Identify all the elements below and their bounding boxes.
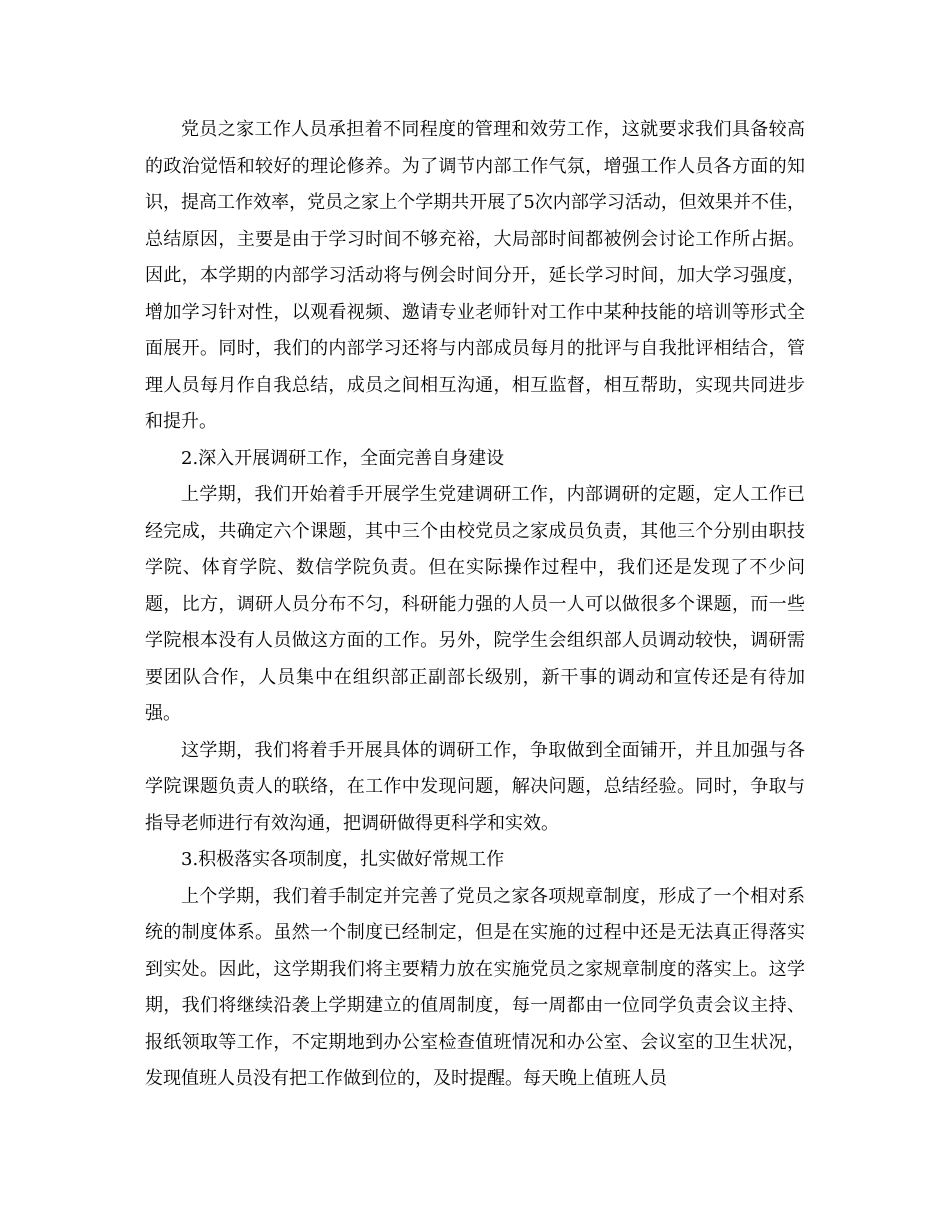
section-heading-regulations: 3.积极落实各项制度，扎实做好常规工作 [181,849,505,870]
paragraph-study-activities: 党员之家工作人员承担着不同程度的管理和效劳工作，这就要求我们具备较高的政治觉悟和较好的理论修养。为了调节内部工作气氛，增强工作人员各方面的知识，提高工作效率，党员之家上个学期共开展了5次内部学习活动，但效果并不佳，总结原因，主要是由于学习时间不够充裕，大局部时间都被例会讨论工作所占据。因此，本学期的内部学习活动将与例会时间分开，延长学习时间，加大学习强度，增加学习针对性，以观看视频、邀请专业老师针对工作中某种技能的培训等形式全面展开。同时，我们的内部学习还将与内部成员每月的批评与自我批评相结合，管理人员每月作自我总结，成员之间相互沟通，相互监督，相互帮助，实现共同进步和提升。 [145,119,805,432]
section-heading-research: 2.深入开展调研工作，全面完善自身建设 [181,447,505,469]
paragraph-research-last-term: 上学期，我们开始着手开展学生党建调研工作，内部调研的定题，定人工作已经完成，共确定六个课题，其中三个由校党员之家成员负责，其他三个分别由职技学院、体育学院、数信学院负责。但在实际操作过程中，我们还是发现了不少问题，比方，调研人员分布不匀，科研能力强的人员一人可以做很多个课题，而一些学院根本没有人员做这方面的工作。另外，院学生会组织部人员调动较快，调研需要团队合作，人员集中在组织部正副部长级别，新干事的调动和宣传还是有待加强。 [145,484,805,724]
document-body [145,112,805,1098]
paragraph-regulations: 上个学期，我们着手制定并完善了党员之家各项规章制度，形成了一个相对系统的制度体系。虽然一个制度已经制定，但是在实施的过程中还是无法真正得落实到实处。因此，这学期我们将主要精力放在实施党员之家规章制度的落实上。这学期，我们将继续沿袭上学期建立的值周制度，每一周都由一位同学负责会议主持、报纸领取等工作，不定期地到办公室检查值班情况和办公室、会议室的卫生状况，发现值班人员没有把工作做到位的，及时提醒。每天晚上值班人员 [145,885,805,1089]
paragraph-research-this-term: 这学期，我们将着手开展具体的调研工作，争取做到全面铺开，并且加强与各学院课题负责人的联络，在工作中发现问题，解决问题，总结经验。同时，争取与指导老师进行有效沟通，把调研做得更科学和实效。 [145,739,805,834]
